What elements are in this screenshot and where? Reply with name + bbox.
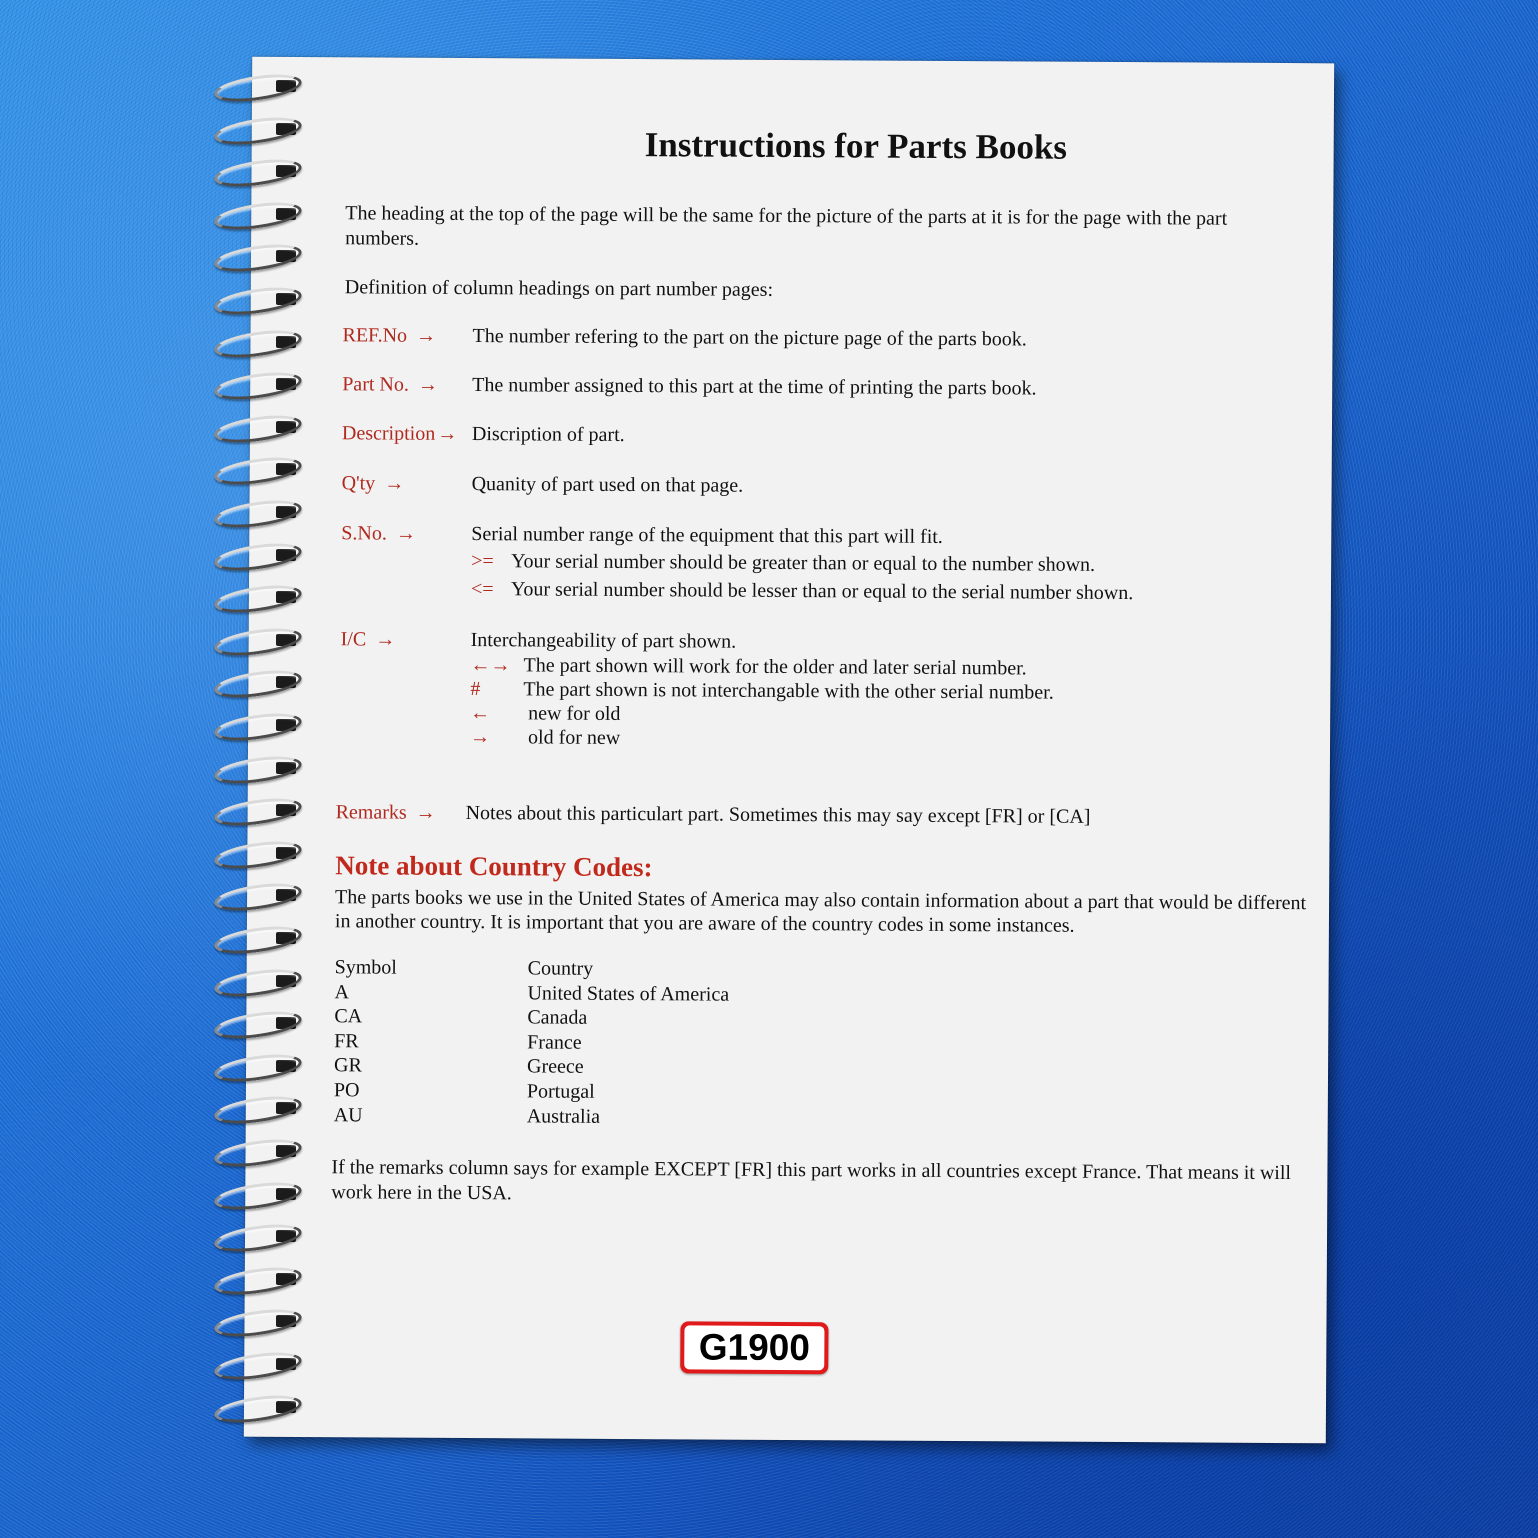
coil-loop xyxy=(213,1050,303,1086)
definition-term: I/C → xyxy=(340,628,396,651)
code-symbol: A xyxy=(334,980,350,1003)
spiral-coil xyxy=(208,672,300,694)
code-symbol: CA xyxy=(334,1005,363,1028)
coil-loop xyxy=(213,453,303,489)
coil-loop xyxy=(213,837,303,873)
definition-desc: Notes about this particulart part. Sometimes this may say except [FR] or [CA] xyxy=(465,802,1091,828)
spiral-coil xyxy=(208,502,300,524)
code-country: Portugal xyxy=(526,1080,595,1103)
definition-desc: Discription of part. xyxy=(471,423,625,446)
coil-loop xyxy=(213,240,303,276)
spiral-coil xyxy=(208,76,300,98)
definition-term: Remarks → xyxy=(335,801,436,824)
country-codes-heading: Note about Country Codes: xyxy=(335,850,653,883)
spiral-coil xyxy=(208,161,300,183)
definition-row-part-no xyxy=(342,372,1302,400)
coil-loop xyxy=(213,1391,303,1427)
definition-term: Part No. → xyxy=(342,373,438,396)
coil-loop xyxy=(213,113,303,149)
spiral-coil xyxy=(208,1226,300,1248)
coil-loop xyxy=(213,539,303,575)
spiral-coil xyxy=(208,1269,300,1291)
definition-desc: The number refering to the part on the picture page of the parts book. xyxy=(472,325,1027,351)
symbol-column-header: Symbol xyxy=(334,956,397,979)
spiral-coil xyxy=(208,119,300,141)
coil-loop xyxy=(213,1135,303,1171)
spiral-coil xyxy=(208,1311,300,1333)
right-arrow-icon: → xyxy=(395,522,416,545)
coil-loop xyxy=(213,155,303,191)
spiral-coil xyxy=(208,545,300,567)
coil-loop xyxy=(213,496,303,532)
coil-loop xyxy=(213,1305,303,1341)
coil-loop xyxy=(213,794,303,830)
coil-loop xyxy=(213,198,303,234)
sub-text: old for new xyxy=(528,726,621,749)
spiral-coil xyxy=(208,1098,300,1120)
spiral-coil xyxy=(208,1013,300,1035)
definition-row-remarks xyxy=(335,800,1296,828)
right-arrow-icon: → xyxy=(417,373,438,396)
right-arrow-icon: → xyxy=(384,472,405,495)
code-symbol: GR xyxy=(333,1054,362,1077)
page-content xyxy=(244,57,1334,1444)
definition-row-ic xyxy=(340,627,1301,749)
code-symbol: AU xyxy=(333,1103,363,1126)
definition-desc: Interchangeability of part shown. xyxy=(470,629,737,653)
code-symbol: PO xyxy=(333,1079,360,1102)
coil-loop xyxy=(213,879,303,915)
definition-term: Q'ty → xyxy=(341,472,405,495)
coil-loop xyxy=(213,1007,303,1043)
code-country: United States of America xyxy=(527,982,730,1006)
spiral-coil xyxy=(208,1397,300,1419)
coil-loop xyxy=(213,70,303,106)
definition-term: Description→ xyxy=(341,422,458,445)
definition-row-ref-no xyxy=(342,323,1303,351)
definition-term: REF.No → xyxy=(342,324,437,347)
spiral-coil xyxy=(208,417,300,439)
definition-desc: The number assigned to this part at the time of printing the parts book. xyxy=(472,374,1037,400)
code-country: Canada xyxy=(527,1006,588,1029)
coil-loop xyxy=(213,666,303,702)
lesser-equal-symbol: <= xyxy=(470,578,494,601)
sub-text: The part shown is not interchangable with the other serial number. xyxy=(523,678,1054,704)
right-arrow-icon: → xyxy=(437,422,458,445)
coil-loop xyxy=(213,326,303,362)
coil-loop xyxy=(213,965,303,1001)
coil-loop xyxy=(213,581,303,617)
model-badge-label: G1900 xyxy=(684,1325,824,1370)
definition-row-qty xyxy=(341,471,1302,497)
coil-loop xyxy=(213,922,303,958)
country-codes-paragraph: The parts books we use in the United States of America may also contain information about a part that would be different in another country. It is important that you are aware of the country codes in some instances. xyxy=(334,886,1307,937)
right-arrow-icon: → xyxy=(415,324,437,347)
spiral-coil xyxy=(208,843,300,865)
coil-loop xyxy=(213,1348,303,1384)
coil-loop xyxy=(213,624,303,660)
notebook-page xyxy=(244,57,1334,1444)
coil-loop xyxy=(213,368,303,404)
left-arrow-icon: ← xyxy=(470,702,491,725)
greater-equal-symbol: >= xyxy=(471,550,494,573)
spiral-coil xyxy=(208,800,300,822)
hash-symbol: # xyxy=(470,678,481,701)
spiral-binding xyxy=(208,72,308,1432)
coil-loop xyxy=(213,1263,303,1299)
coil-loop xyxy=(213,1220,303,1256)
coil-loop xyxy=(213,411,303,447)
country-column-header: Country xyxy=(527,957,594,980)
right-arrow-icon: → xyxy=(375,628,396,651)
sub-text: new for old xyxy=(528,702,621,725)
spiral-coil xyxy=(208,374,300,396)
right-arrow-icon: → xyxy=(415,801,436,824)
sub-text: Your serial number should be lesser than or equal to the serial number shown. xyxy=(510,578,1134,605)
coil-loop xyxy=(213,1178,303,1214)
code-country: France xyxy=(527,1031,582,1054)
spiral-coil xyxy=(208,246,300,268)
definition-term: S.No. → xyxy=(341,522,416,545)
page-title: Instructions for Parts Books xyxy=(644,125,1068,167)
spiral-coil xyxy=(208,928,300,950)
spiral-coil xyxy=(208,332,300,354)
model-badge xyxy=(680,1321,828,1374)
spiral-coil xyxy=(208,1184,300,1206)
definition-row-description xyxy=(341,421,1302,446)
definition-row-serial-no xyxy=(341,521,1301,605)
coil-loop xyxy=(213,752,303,788)
spiral-coil xyxy=(208,1354,300,1376)
country-codes-table xyxy=(333,955,730,1128)
right-arrow-icon: → xyxy=(470,726,491,749)
remarks-example-paragraph: If the remarks column says for example EXCEPT [FR] this part works in all countries except France. That means it will work here in the USA. xyxy=(331,1156,1292,1205)
code-country: Greece xyxy=(526,1055,584,1079)
spiral-coil xyxy=(208,587,300,609)
intro-paragraph: The heading at the top of the page will be the same for the picture of the parts at it is for the page with the part numbers. xyxy=(345,202,1228,250)
spiral-coil xyxy=(208,885,300,907)
spiral-coil xyxy=(208,1141,300,1163)
spiral-coil xyxy=(208,758,300,780)
spiral-coil xyxy=(208,289,300,311)
spiral-coil xyxy=(208,630,300,652)
spiral-coil xyxy=(208,459,300,481)
definition-desc: Quanity of part used on that page. xyxy=(471,473,744,497)
spiral-coil xyxy=(208,204,300,226)
definition-desc: Serial number range of the equipment that this part will fit. xyxy=(471,523,943,548)
code-country: Australia xyxy=(526,1104,601,1128)
spiral-coil xyxy=(208,715,300,737)
sub-text: The part shown will work for the older and later serial number. xyxy=(523,654,1027,680)
sub-text: Your serial number should be greater than or equal to the number shown. xyxy=(511,550,1096,576)
code-symbol: FR xyxy=(334,1030,359,1053)
coil-loop xyxy=(213,1092,303,1128)
definition-heading: Definition of column headings on part number pages: xyxy=(344,276,774,301)
coil-loop xyxy=(213,283,303,319)
spiral-coil xyxy=(208,1056,300,1078)
coil-loop xyxy=(213,709,303,745)
left-right-arrow-icon: ←→ xyxy=(470,654,511,677)
spiral-coil xyxy=(208,971,300,993)
